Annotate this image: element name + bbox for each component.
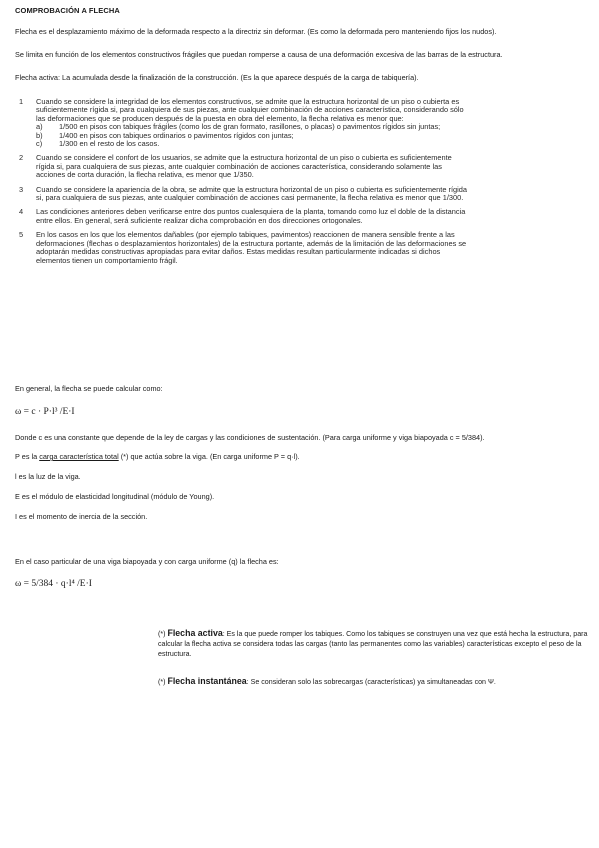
note-title: Flecha instantánea bbox=[167, 676, 247, 686]
rule-item bbox=[15, 231, 470, 265]
rule-number: 1 bbox=[19, 97, 24, 106]
note-text: : Se consideran solo las sobrecargas (características) ya simultaneadas con Ψ. bbox=[246, 678, 496, 686]
particular-case-lead: En el caso particular de una viga biapoyada y con carga uniforme (q) la flecha es: bbox=[15, 557, 279, 566]
note-marker: (*) bbox=[158, 678, 168, 686]
rule-text: Cuando se considere el confort de los usuarios, se admite que la estructura horizontal de un piso o cubierta es suficientemente rígida si, para cualquiera de sus piezas, ante cualquier combinación de acciones característica, considerando solamente las acciones de corta duración, la flecha relativa, es menor que 1/350. bbox=[36, 153, 452, 180]
load-p-suffix: (*) que actúa sobre la viga. (En carga uniforme P = q·l). bbox=[118, 452, 300, 461]
general-deflection-formula: ω = c · P·l³ /E·I bbox=[15, 407, 75, 417]
subrule-label: a) bbox=[36, 122, 43, 132]
rule-text: En los casos en los que los elementos dañables (por ejemplo tabiques, pavimentos) reaccionen de manera sensible frente a las deformaciones (flechas o desplazamientos horizontales) de la estructura portante, además de la limitación de las deformaciones se adoptarán medidas constructivas apropiadas para evitar daños. Estas medidas resultan particularmente indicadas si dichos elementos tienen un comportamiento frágil. bbox=[36, 230, 467, 265]
subrule-label: c) bbox=[36, 139, 43, 149]
characteristic-load-link[interactable]: carga característica total bbox=[39, 452, 119, 461]
note-active-deflection bbox=[158, 628, 588, 659]
rule-number: 5 bbox=[19, 230, 24, 240]
intro-paragraph-definition: Flecha es el desplazamiento máximo de la deformada respecto a la directriz sin deformar. (Es como la deformada pero manteniendo fijos los nudos). bbox=[15, 27, 497, 36]
modulus-e-description: E es el módulo de elasticidad longitudinal (módulo de Young). bbox=[15, 492, 215, 501]
code-rules-list bbox=[15, 98, 470, 271]
inertia-i-description: I es el momento de inercia de la sección. bbox=[15, 512, 148, 521]
subrule-text: 1/400 en pisos con tabiques ordinarios o pavimentos rígidos con juntas; bbox=[59, 130, 294, 140]
rule-text: Cuando se considere la integridad de los elementos constructivos, se admite que la estructura horizontal de un piso o cubierta es suficientemente rígida si, para cualquiera de sus piezas, ante cualquier combinación de acciones característica, considerando sólo las deformaciones que se producen después de la puesta en obra del elemento, la flecha relativa es menor que: bbox=[36, 97, 464, 123]
rule-item bbox=[15, 186, 470, 203]
rule-number: 3 bbox=[19, 184, 24, 194]
rule-item bbox=[15, 154, 470, 179]
rule-text: Las condiciones anteriores deben verificarse entre dos puntos cualesquiera de la planta, tomando como luz el doble de la distancia entre ellos. En general, será suficiente realizar dicha comprobación en dos direcciones ortogonales. bbox=[36, 207, 466, 225]
general-formula-lead: En general, la flecha se puede calcular como: bbox=[15, 384, 163, 393]
subrule-text: 1/300 en el resto de los casos. bbox=[59, 139, 160, 149]
intro-paragraph-active-deflection: Flecha activa: La acumulada desde la finalización de la construcción. (Es la que aparece después de la carga de tabiquería). bbox=[15, 73, 419, 82]
intro-paragraph-limit: Se limita en función de los elementos constructivos frágiles que puedan romperse a causa de una deformación excesiva de las barras de la estructura. bbox=[15, 50, 503, 59]
note-title: Flecha activa bbox=[167, 628, 223, 638]
subrule-label: b) bbox=[36, 130, 43, 140]
rule-item bbox=[15, 98, 470, 148]
particular-deflection-formula: ω = 5/384 · q·l⁴ /E·I bbox=[15, 579, 92, 589]
span-l-description: l es la luz de la viga. bbox=[15, 472, 81, 481]
subrule-item bbox=[36, 140, 470, 148]
constant-c-description: Donde c es una constante que depende de la ley de cargas y las condiciones de sustentación. (Para carga uniforme y viga biapoyada c = 5/384). bbox=[15, 433, 485, 442]
rule-number: 2 bbox=[19, 153, 24, 163]
rule-number: 4 bbox=[19, 207, 24, 217]
note-instant-deflection bbox=[158, 676, 588, 687]
subrule-text: 1/500 en pisos con tabiques frágiles (como los de gran formato, rasillones, o placas) o pavimentos rígidos sin juntas; bbox=[59, 122, 441, 132]
section-heading: COMPROBACIÓN A FLECHA bbox=[15, 6, 120, 15]
rule-item bbox=[15, 208, 470, 225]
load-p-prefix: P es la bbox=[15, 452, 40, 461]
load-p-description bbox=[15, 452, 595, 462]
note-marker: (*) bbox=[158, 630, 168, 638]
note-text: : Es la que puede romper los tabiques. Como los tabiques se construyen una vez que está hecha la estructura, para calcular la flecha activa se considera todas las cargas (tanto las permanentes como las variables) características excepto el peso de la estructura. bbox=[158, 630, 588, 658]
rule-text: Cuando se considere la apariencia de la obra, se admite que la estructura horizontal de un piso o cubierta es suficientemente rígida si, para cualquiera de sus piezas, ante cualquier combinación de acciones casi permanente, la flecha relativa es menor que 1/300. bbox=[36, 184, 467, 203]
